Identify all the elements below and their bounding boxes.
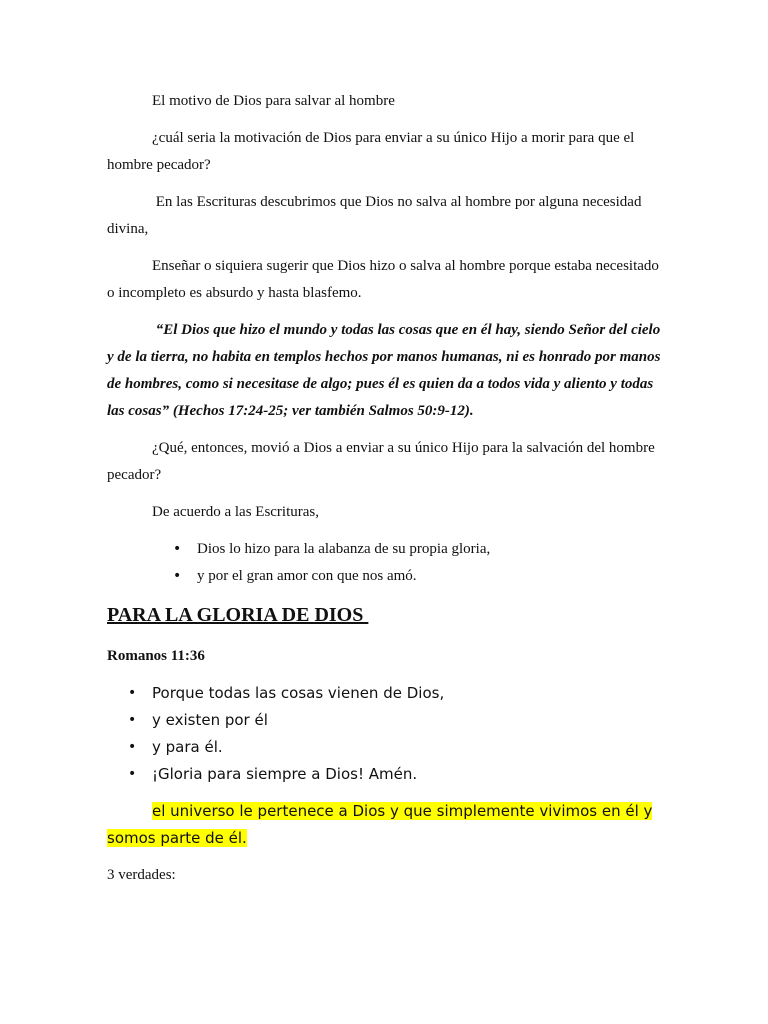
paragraph-motivation-question: ¿cuál seria la motivación de Dios para enviar a su único Hijo a morir para que el hombre pecador? (107, 130, 635, 173)
paragraph-what-moved-god: ¿Qué, entonces, movió a Dios a enviar a su único Hijo para la salvación del hombre pecador? (107, 440, 655, 483)
paragraph-teaching: Enseñar o siquiera sugerir que Dios hizo o salva al hombre porque estaba necesitado o incompleto es absurdo y hasta blasfemo. (107, 258, 659, 301)
truths-label: 3 verdades: (107, 867, 176, 883)
list-item: • y por el gran amor con que nos amó. (107, 563, 663, 590)
title-line: El motivo de Dios para salvar al hombre (152, 93, 395, 109)
highlighted-paragraph (107, 798, 663, 852)
list-item: • y existen por él (107, 707, 663, 734)
verse-reference: Romanos 11:36 (107, 648, 205, 664)
highlighted-text: el universo le pertenece a Dios y que simplemente vivimos en él y somos parte de él. (107, 802, 653, 847)
verse-list (107, 680, 663, 788)
paragraph-scriptures: En las Escrituras descubrimos que Dios no salva al hombre por alguna necesidad divina, (107, 194, 646, 237)
paragraph-according-scriptures: De acuerdo a las Escrituras, (152, 504, 320, 520)
list-item: • Porque todas las cosas vienen de Dios, (107, 680, 663, 707)
list-item: • Dios lo hizo para la alabanza de su propia gloria, (107, 536, 663, 563)
list-item: • y para él. (107, 734, 663, 761)
bible-quote: “El Dios que hizo el mundo y todas las cosas que en él hay, siendo Señor del cielo y de la tierra, no habita en templos hechos por manos humanas, ni es honrado por manos de hombres, como si necesitase de algo; pues él es quien da a todos vida y aliento y todas las cosas” (Hechos 17:24-25; ver también Salmos 50:9-12). (107, 322, 665, 419)
list-item: • ¡Gloria para siempre a Dios! Amén. (107, 761, 663, 788)
document-page (107, 88, 663, 899)
section-heading: PARA LA GLORIA DE DIOS (107, 604, 369, 626)
reasons-list (107, 536, 663, 590)
